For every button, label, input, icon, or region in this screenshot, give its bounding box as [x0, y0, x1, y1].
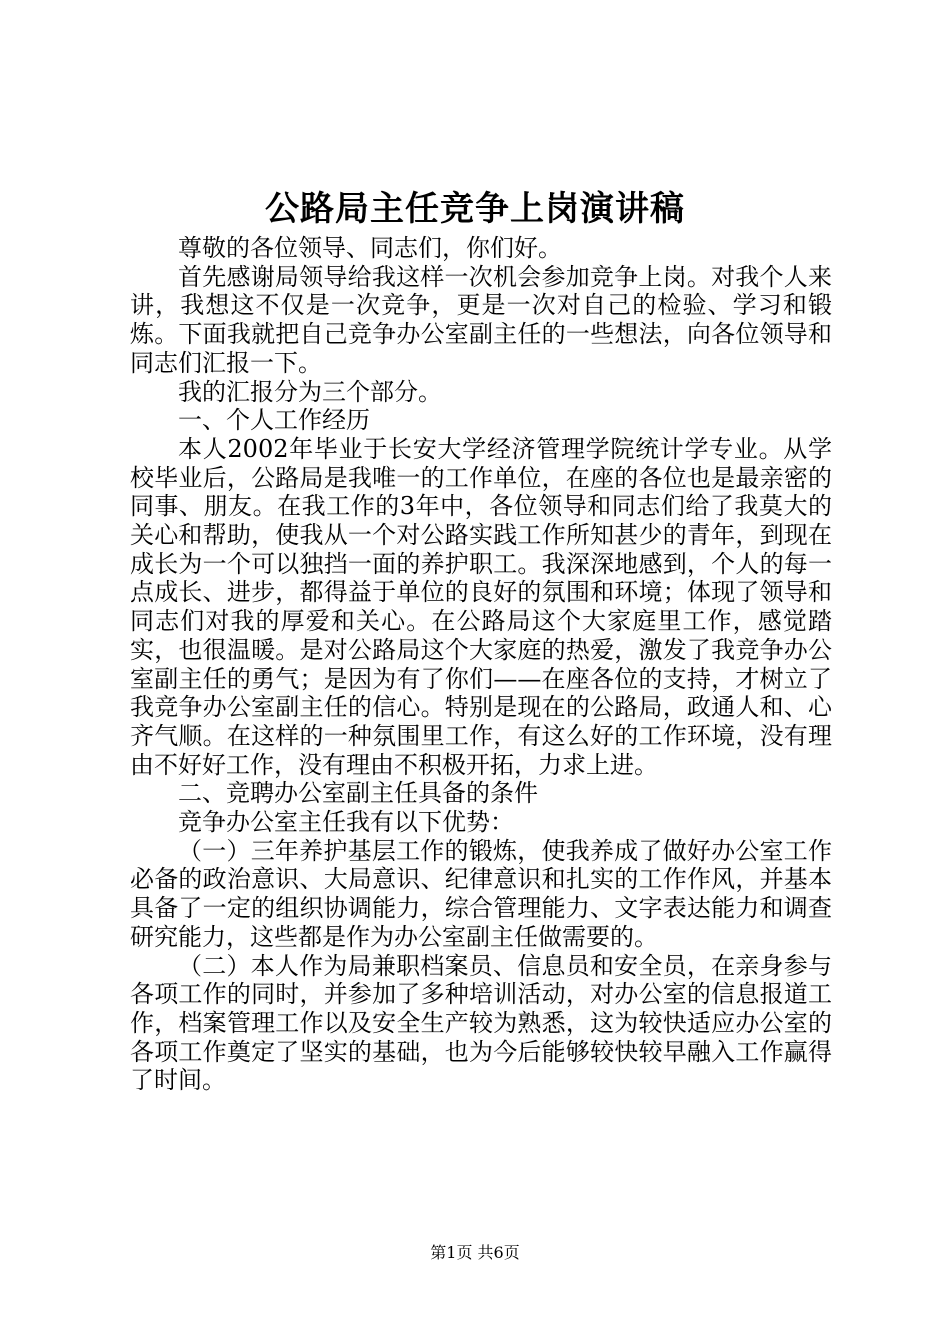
paragraph-outline: 我的汇报分为三个部分。 — [178, 377, 442, 406]
paragraph-advantage-1: （一）三年养护基层工作的锻炼，使我养成了做好办公室工作必备的政治意识、大局意识、纪律意识和扎实的工作作风，并基本具备了一定的组织协调能力，综合管理能力、文字表达能力和调查研究能力，这些都是作为办公室副主任做需要的。 — [130, 836, 832, 951]
section-heading-experience: 一、个人工作经历 — [178, 406, 370, 435]
paragraph-advantages-intro: 竞争办公室主任我有以下优势： — [178, 808, 514, 837]
paragraph-introduction: 首先感谢局领导给我这样一次机会参加竞争上岗。对我个人来讲，我想这不仅是一次竞争，更是一次对自己的检验、学习和锻炼。下面我就把自己竞争办公室副主任的一些想法，向各位领导和同志们汇报一下。 — [130, 262, 832, 377]
paragraph-experience: 本人2002年毕业于长安大学经济管理学院统计学专业。从学校毕业后，公路局是我唯一的工作单位，在座的各位也是最亲密的同事、朋友。在我工作的3年中，各位领导和同志们给了我莫大的关心和帮助，使我从一个对公路实践工作所知甚少的青年，到现在成长为一个可以独挡一面的养护职工。我深深地感到，个人的每一点成长、进步，都得益于单位的良好的氛围和环境；体现了领导和同志们对我的厚爱和关心。在公路局这个大家庭里工作，感觉踏实，也很温暖。是对公路局这个大家庭的热爱，激发了我竞争办公室副主任的勇气；是因为有了你们——在座各位的支持，才树立了我竞争办公室副主任的信心。特别是现在的公路局，政通人和、心齐气顺。在这样的一种氛围里工作，有这么好的工作环境，没有理由不好好工作，没有理由不积极开拓，力求上进。 — [130, 434, 832, 779]
document-body — [130, 234, 832, 1095]
page-footer: 第1页 共6页 — [430, 1243, 520, 1262]
paragraph-advantage-2: （二）本人作为局兼职档案员、信息员和安全员，在亲身参与各项工作的同时，并参加了多种培训活动，对办公室的信息报道工作，档案管理工作以及安全生产较为熟悉，这为较快适应办公室的各项工作奠定了坚实的基础，也为今后能够较快较早融入工作赢得了时间。 — [130, 951, 832, 1095]
document-title: 公路局主任竞争上岗演讲稿 — [265, 189, 685, 229]
section-heading-conditions: 二、竞聘办公室副主任具备的条件 — [178, 779, 538, 808]
paragraph-greeting: 尊敬的各位领导、同志们，你们好。 — [178, 234, 562, 262]
